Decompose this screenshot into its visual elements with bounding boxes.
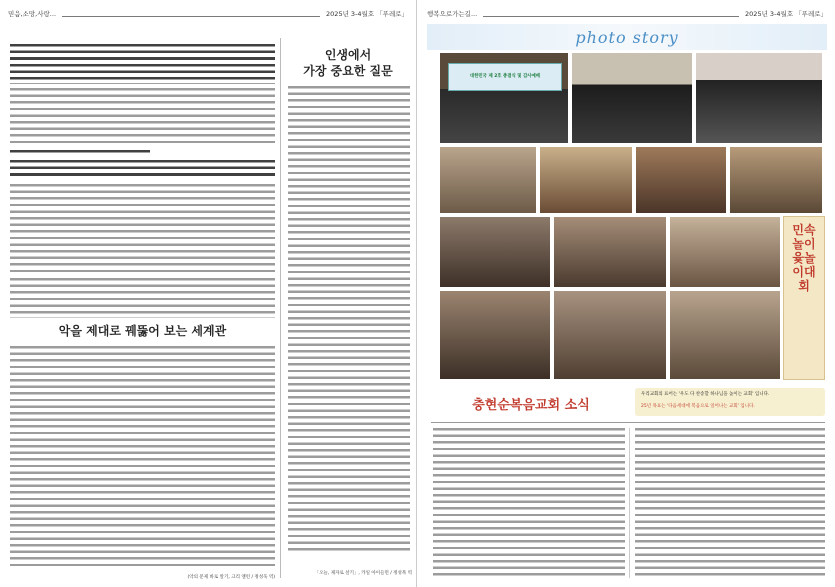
- news-column-divider: [629, 428, 630, 578]
- middle-title-line1: 인생에서: [324, 48, 372, 62]
- news-title: 충현순복음교회 소식: [472, 398, 590, 413]
- photo-fellowship-2: [553, 216, 667, 288]
- news-column-right: [635, 428, 825, 578]
- column-divider: [280, 38, 281, 578]
- photo-story-banner: [427, 24, 827, 50]
- photo-group-ceremony: [439, 52, 569, 144]
- photo-dinner-1: [439, 146, 537, 214]
- photo-dinner-3: [635, 146, 727, 214]
- photo-games-1: [439, 290, 551, 380]
- header-rule: [483, 10, 739, 17]
- photo-fellowship-1: [439, 216, 551, 288]
- middle-title-line2: 가장 중요한 질문: [303, 64, 393, 78]
- side-banner: [783, 216, 825, 380]
- section-heading-3: [10, 150, 150, 156]
- right-page: [419, 0, 835, 587]
- middle-column-body: [288, 86, 410, 554]
- highlight-line-1: 우리교회의 표어는 '우도 다 찬송할 하나님을 높이는 교회' 입니다.: [641, 392, 770, 397]
- photo-dinner-2: [539, 146, 633, 214]
- section3-body: [10, 278, 275, 318]
- section-heading-3-body: [10, 160, 275, 180]
- section2-body: [10, 184, 275, 274]
- header-rule: [62, 10, 320, 17]
- right-header-label: 행복으로가는길...: [427, 9, 478, 18]
- news-column-left: [433, 428, 625, 578]
- left-header-label: 믿음,소망,사랑...: [8, 9, 57, 18]
- right-page-header: [427, 6, 827, 20]
- photo-members-1: [571, 52, 693, 144]
- left-page-header: [8, 6, 408, 20]
- left-header-issue: 2025년 3-4월호 「푸레로」: [326, 9, 408, 18]
- photo-members-2: [695, 52, 823, 144]
- article2-body: [10, 346, 275, 568]
- photo-games-2: [553, 290, 667, 380]
- photo-food-table: [729, 146, 823, 214]
- article2-title: 악을 제대로 꿰뚫어 보는 세계관: [58, 324, 227, 338]
- section1-bold-intro: [10, 44, 275, 84]
- article2-footer: (악의 문제 바로 알기, 크리 앨런 / 정성욱 역): [187, 575, 275, 580]
- photo-games-3: [669, 290, 781, 380]
- side-banner-text: 민속놀이 윷놀이대회: [792, 223, 816, 293]
- event-banner-text: 대한민국 제 2호 총결식 및 감사예배: [469, 74, 541, 79]
- left-page: [0, 0, 417, 587]
- photo-story-title: photo story: [575, 28, 679, 47]
- middle-column-footer: 「오늘, 제자로 살기」, 카일 아이들먼 / 정성묵 역: [314, 571, 412, 576]
- right-header-issue: 2025년 3-4월호 「푸레로」: [745, 9, 827, 18]
- event-banner: [448, 63, 562, 91]
- highlight-box: [635, 388, 825, 416]
- section1-body: [10, 88, 275, 146]
- highlight-line-2: 25년 목표는 '다음세대에 복음으로 일어나는 교회' 입니다.: [641, 404, 755, 409]
- photo-fellowship-3: [669, 216, 781, 288]
- news-rule: [431, 422, 825, 423]
